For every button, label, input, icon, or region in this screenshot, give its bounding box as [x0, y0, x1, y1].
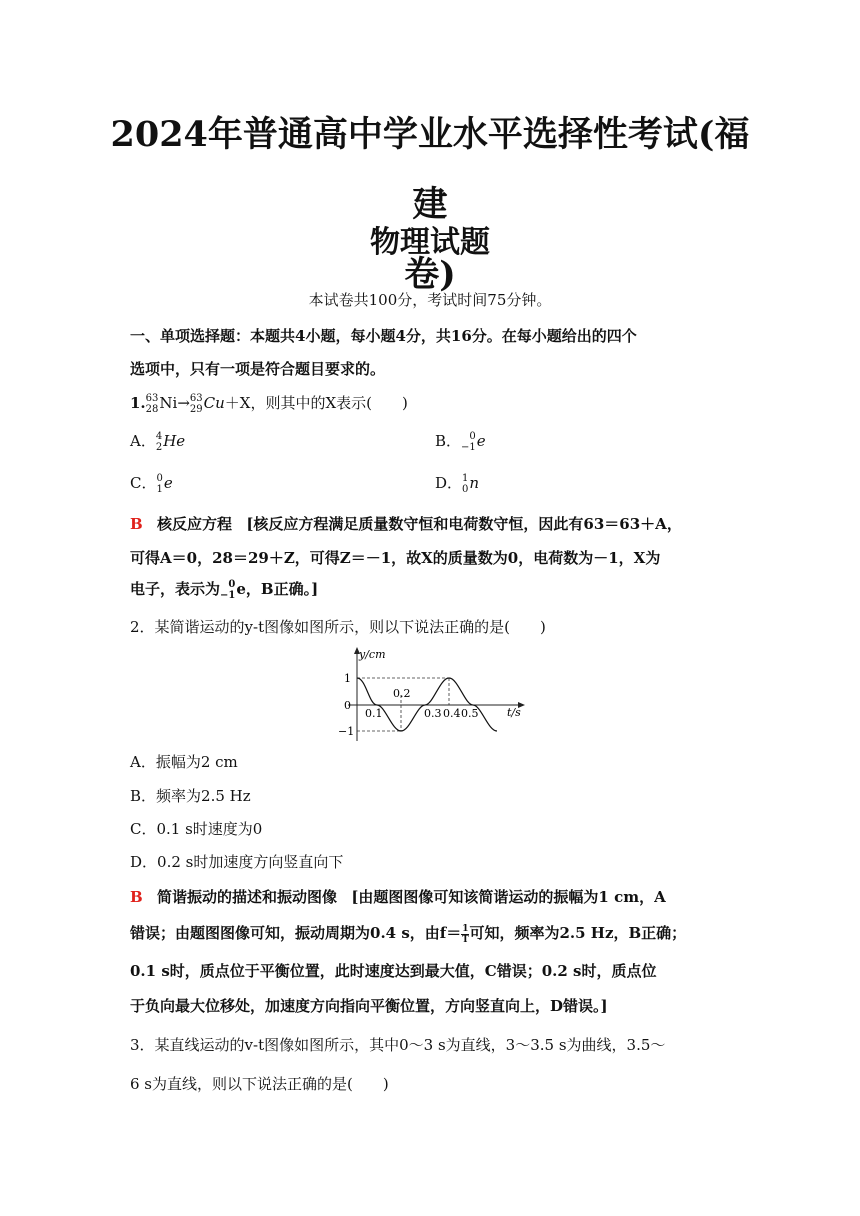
q2-explanation-text2a: 错误；由题图图像可知，振动周期为0.4 s，由f＝ [130, 924, 462, 942]
e-plus-charge: 1 [156, 484, 163, 495]
electron-numbers [220, 579, 235, 601]
q2-option-d: D．0.2 s时加速度方向竖直向下 [130, 853, 344, 871]
q1-option-c [130, 473, 173, 495]
q1-explanation-text1: [核反应方程满足质量数守恒和电荷数守恒，因此有63＝63＋A， [246, 515, 682, 533]
exam-title-line1: 2024年普通高中学业水平选择性考试(福建 [110, 114, 750, 225]
cu-nuclide-numbers [190, 393, 203, 415]
section-heading-line1: 一、单项选择题：本题共4小题，每小题4分，共16分。在每小题给出的四个 [130, 327, 637, 345]
q2-explanation-line1 [130, 886, 740, 908]
electron-charge: −1 [220, 590, 236, 601]
e-minus-charge: −1 [461, 442, 476, 453]
q2-explanation-line2 [130, 922, 740, 945]
q1-explanation-line2: 可得A＝0，28＝29＋Z，可得Z＝－1，故X的质量数为0，电荷数为－1，X为 [130, 549, 661, 567]
q3-stem-line2: 6 s为直线，则以下说法正确的是( ) [130, 1075, 389, 1093]
n-mass: 1 [462, 473, 469, 484]
fraction-numerator: 1 [462, 923, 469, 934]
exam-title-line2: 卷) [404, 254, 456, 295]
tick-y-neg1: −1 [338, 725, 355, 738]
q2-yt-graph [330, 645, 530, 743]
q1-option-a-label: A． [130, 432, 156, 450]
q1-option-c-label: C． [130, 474, 157, 492]
q1-topic: 核反应方程 [157, 515, 233, 533]
tick-x-03: 0.3 [424, 707, 442, 720]
tick-y-zero: 0 [344, 699, 351, 712]
ni-nuclide-numbers [146, 393, 159, 415]
ni-symbol: Ni [159, 394, 178, 412]
he-mass: 4 [155, 431, 163, 442]
y-axis-label: y/cm [359, 648, 386, 661]
q2-answer: B [130, 888, 143, 906]
q1-stem-rest: ＋X，则其中的X表示( ) [224, 394, 408, 412]
he-numbers [156, 431, 162, 453]
ni-charge-number: 28 [145, 404, 159, 415]
q1-option-b [435, 430, 486, 453]
q1-stem [130, 392, 740, 415]
tick-x-01: 0.1 [365, 707, 383, 720]
electron-mass: 0 [228, 579, 236, 590]
cu-charge-number: 29 [189, 404, 203, 415]
tick-x-05: 0.5 [461, 707, 479, 720]
ni-mass-number: 63 [145, 393, 159, 404]
he-symbol: He [163, 432, 186, 450]
section-heading-line2: 选项中，只有一项是符合题目要求的。 [130, 360, 386, 378]
n-numbers [462, 473, 468, 495]
tick-y-pos1: 1 [344, 672, 351, 685]
q2-explanation-text1: [由题图图像可知该简谐运动的振幅为1 cm，A [351, 888, 666, 906]
q1-explanation-text3a: 电子，表示为 [130, 580, 221, 598]
q2-stem: 2．某简谐运动的y-t图像如图所示，则以下说法正确的是( ) [130, 618, 546, 636]
n-symbol: n [469, 474, 480, 492]
cu-mass-number: 63 [189, 393, 203, 404]
q1-option-d-label: D． [435, 474, 463, 492]
e-plus-mass: 0 [156, 473, 163, 484]
e-minus-mass: 0 [469, 431, 476, 442]
e-plus-symbol: e [163, 474, 173, 492]
q1-explanation-line3 [130, 578, 740, 601]
reaction-arrow: → [177, 394, 190, 412]
q1-options-row1 [130, 430, 740, 453]
q2-option-b: B．频率为2.5 Hz [130, 787, 251, 805]
q2-option-c: C．0.1 s时速度为0 [130, 820, 263, 838]
e-minus-symbol: e [476, 432, 486, 450]
q2-explanation-line3: 0.1 s时，质点位于平衡位置，此时速度达到最大值，C错误；0.2 s时，质点位 [130, 962, 657, 980]
e-minus-numbers [461, 431, 476, 453]
e-plus-numbers [156, 473, 162, 495]
he-charge: 2 [155, 442, 163, 453]
q1-option-d [435, 472, 479, 495]
q1-option-b-label: B． [435, 432, 462, 450]
q2-topic: 简谐振动的描述和振动图像 [157, 888, 338, 906]
q2-option-a: A．振幅为2 cm [130, 753, 238, 771]
fraction-denominator: T [462, 934, 469, 945]
exam-info: 本试卷共100分，考试时间75分钟。 [308, 291, 552, 309]
q3-stem-line1: 3．某直线运动的v-t图像如图所示，其中0～3 s为直线，3～3.5 s为曲线，3.5～ [130, 1036, 666, 1054]
n-charge: 0 [462, 484, 469, 495]
q1-number: 1. [130, 394, 146, 412]
exam-title [100, 100, 760, 310]
tick-x-04: 0.4 [443, 707, 461, 720]
x-axis-label: t/s [507, 706, 521, 719]
q1-option-a [130, 431, 186, 453]
tick-x-02: 0.2 [393, 687, 411, 700]
q1-options-row2 [130, 472, 740, 495]
q2-explanation-line4: 于负向最大位移处，加速度方向指向平衡位置，方向竖直向上，D错误。] [130, 997, 608, 1015]
subject-title: 物理试题 [370, 225, 490, 260]
q1-explanation-text3b: e，B正确。] [236, 580, 319, 598]
q2-explanation-text2b: 可知，频率为2.5 Hz，B正确； [469, 924, 687, 942]
q1-explanation-line1 [130, 513, 740, 535]
q1-answer: B [130, 515, 143, 533]
cu-symbol: Cu [203, 394, 225, 412]
